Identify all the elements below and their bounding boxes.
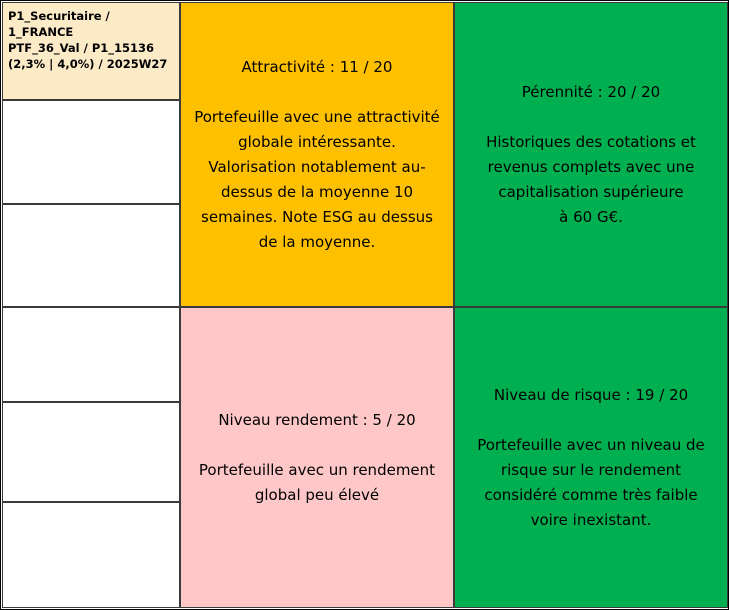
attractivite-title: Attractivité : 11 / 20 bbox=[241, 57, 393, 76]
header-line: P1_Securitaire / bbox=[8, 9, 110, 23]
portfolio-header-cell bbox=[2, 2, 180, 100]
header-line: (2,3% | 4,0%) / 2025W27 bbox=[8, 57, 168, 71]
header-line: PTF_36_Val / P1_15136 bbox=[8, 41, 155, 55]
rendement-panel bbox=[180, 307, 454, 608]
attractivite-panel bbox=[180, 2, 454, 307]
empty-cell bbox=[2, 100, 180, 204]
risque-text-line: voire inexistant. bbox=[530, 510, 652, 529]
risque-panel bbox=[454, 307, 728, 608]
empty-cell bbox=[2, 402, 180, 502]
attractivite-text-line: Valorisation notablement au- bbox=[208, 157, 426, 176]
perennite-text-line: à 60 G€. bbox=[559, 207, 623, 226]
perennite-panel bbox=[454, 2, 728, 307]
perennite-text-line: revenus complets avec une bbox=[487, 157, 695, 176]
attractivite-text-line: semaines. Note ESG au dessus bbox=[201, 207, 433, 226]
risque-text-line: considéré comme très faible bbox=[484, 485, 698, 504]
risque-title: Niveau de risque : 19 / 20 bbox=[493, 385, 689, 404]
attractivite-text-line: globale intéressante. bbox=[238, 132, 396, 151]
rendement-text-line: Portefeuille avec un rendement bbox=[198, 460, 436, 479]
risque-text-line: risque sur le rendement bbox=[500, 460, 682, 479]
attractivite-text-line: Portefeuille avec une attractivité bbox=[194, 107, 440, 126]
empty-cell bbox=[2, 307, 180, 402]
risque-text-line: Portefeuille avec un niveau de bbox=[477, 435, 705, 454]
attractivite-text-line: de la moyenne. bbox=[258, 232, 376, 251]
rendement-title: Niveau rendement : 5 / 20 bbox=[218, 410, 416, 429]
attractivite-text-line: dessus de la moyenne 10 bbox=[220, 182, 414, 201]
perennite-text-line: capitalisation supérieure bbox=[498, 182, 684, 201]
perennite-title: Pérennité : 20 / 20 bbox=[521, 82, 661, 101]
empty-cell bbox=[2, 502, 180, 608]
header-line: 1_FRANCE bbox=[8, 25, 74, 39]
rendement-text-line: global peu élevé bbox=[254, 485, 380, 504]
empty-cell bbox=[2, 204, 180, 307]
perennite-text-line: Historiques des cotations et bbox=[486, 132, 696, 151]
